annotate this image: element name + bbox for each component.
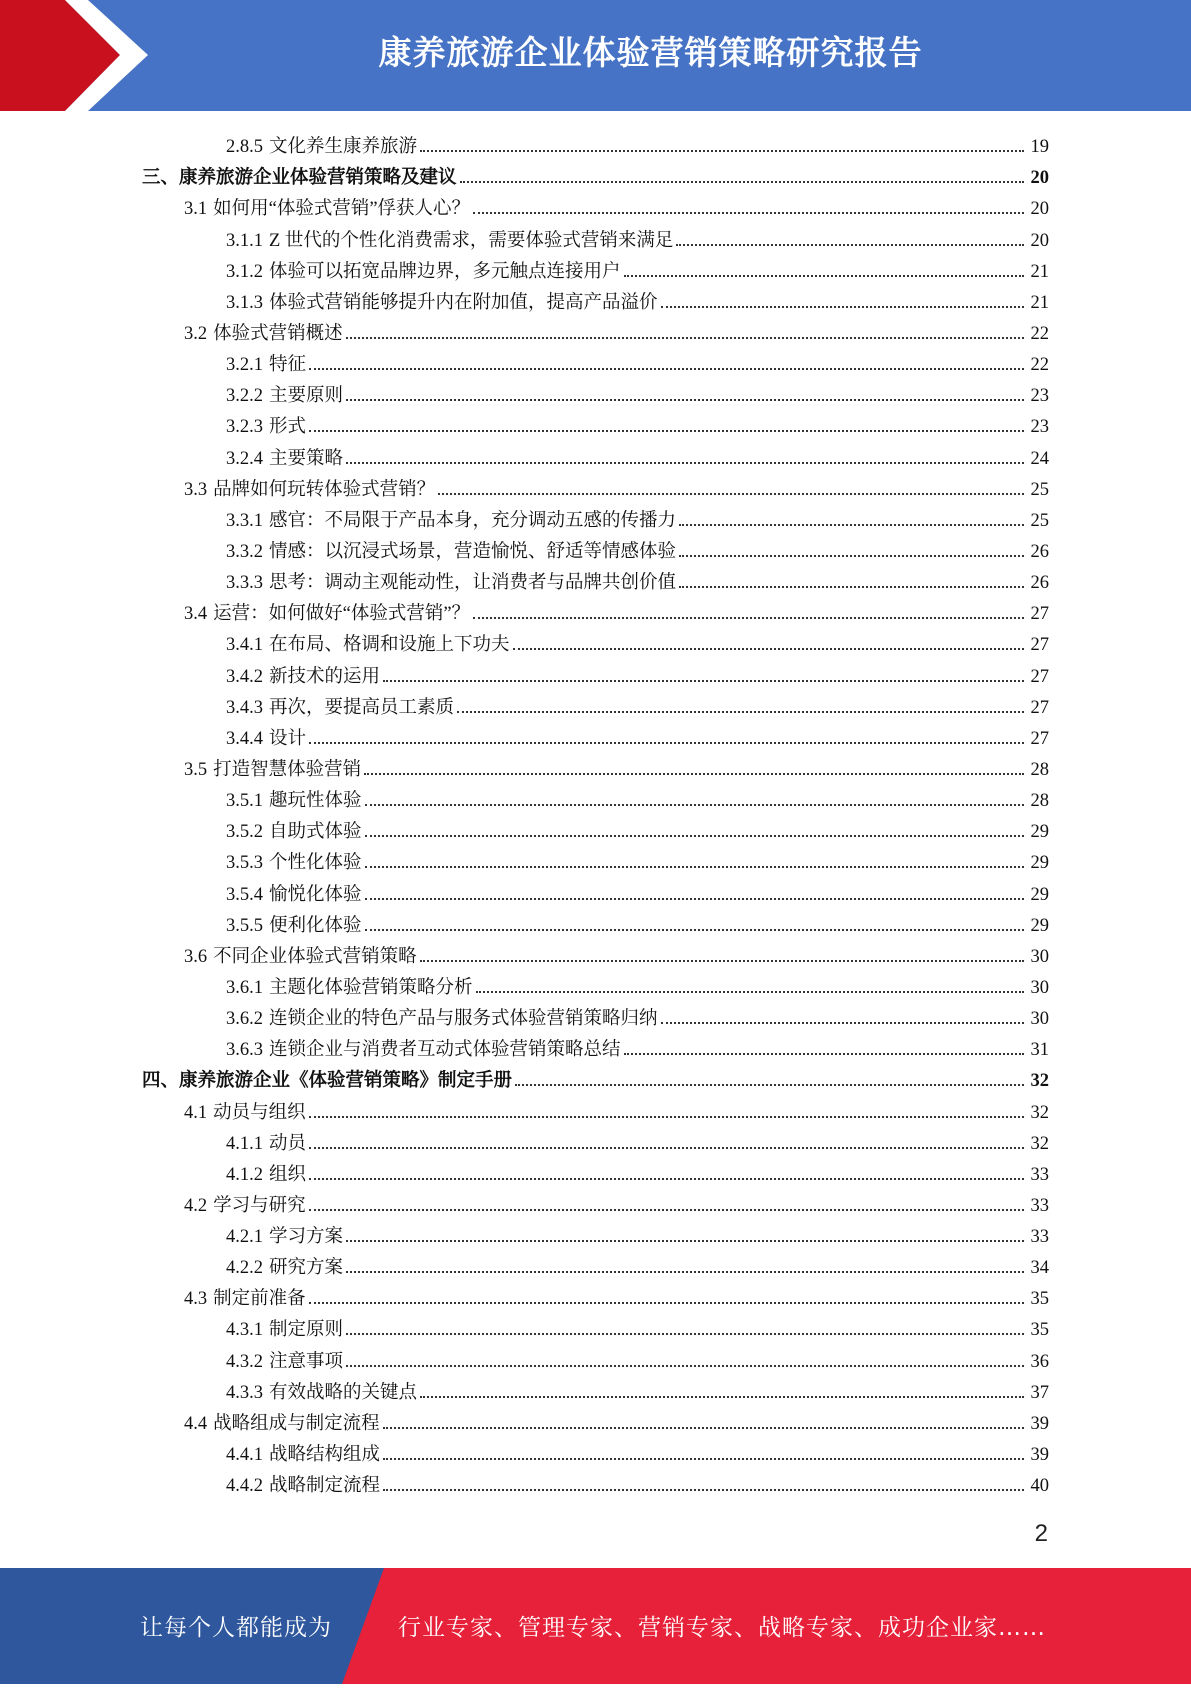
- toc-entry-number: 4.3.1: [226, 1320, 263, 1341]
- toc-entry-title: 愉悦化体验: [269, 884, 362, 905]
- toc-entry[interactable]: [142, 656, 1049, 687]
- toc-entry-title: 情感：以沉浸式场景，营造愉悦、舒适等情感体验: [269, 541, 677, 562]
- toc-entry-title: 动员: [269, 1133, 307, 1154]
- toc-entry-page: 33: [1030, 1227, 1049, 1248]
- toc-entry-title: 有效战略的关键点: [269, 1382, 418, 1403]
- toc-dot-leader: [383, 680, 1024, 682]
- toc-entry-page: 29: [1030, 884, 1049, 905]
- toc-entry[interactable]: [142, 937, 1049, 968]
- toc-dot-leader: [309, 1116, 1024, 1118]
- toc-entry-page: 27: [1030, 666, 1049, 687]
- toc-entry-page: 26: [1030, 541, 1049, 562]
- toc-entry-title: 制定原则: [269, 1320, 344, 1341]
- toc-entry-page: 20: [1030, 230, 1049, 251]
- toc-entry-number: 3.1.2: [226, 261, 263, 282]
- toc-entry-number: 3.6.3: [226, 1040, 263, 1061]
- toc-entry-number: 3.6.1: [226, 977, 263, 998]
- toc-entry-page: 21: [1030, 292, 1049, 313]
- table-of-contents: [142, 127, 1049, 1497]
- toc-dot-leader: [383, 1458, 1024, 1460]
- toc-dot-leader: [383, 1489, 1024, 1491]
- toc-dot-leader: [346, 1365, 1024, 1367]
- toc-entry-number: 3.4.4: [226, 728, 263, 749]
- toc-entry-title: 特征: [269, 355, 307, 376]
- toc-dot-leader: [309, 1302, 1024, 1304]
- page-header: [0, 0, 1191, 111]
- toc-entry-number: 4.3.2: [226, 1351, 263, 1372]
- toc-entry[interactable]: [142, 1248, 1049, 1279]
- toc-entry-title: 便利化体验: [269, 915, 362, 936]
- toc-dot-leader: [346, 462, 1024, 464]
- toc-dot-leader: [420, 150, 1024, 152]
- toc-dot-leader: [365, 835, 1024, 837]
- toc-entry-number: 4.2: [184, 1195, 208, 1216]
- toc-dot-leader: [676, 244, 1024, 246]
- toc-entry[interactable]: [142, 594, 1049, 625]
- toc-entry-page: 32: [1030, 1133, 1049, 1154]
- toc-entry-page: 26: [1030, 573, 1049, 594]
- toc-entry[interactable]: [142, 376, 1049, 407]
- toc-entry[interactable]: [142, 407, 1049, 438]
- toc-dot-leader: [473, 617, 1024, 619]
- toc-entry-page: 23: [1030, 386, 1049, 407]
- toc-entry-number: 4.2.1: [226, 1227, 263, 1248]
- toc-dot-leader: [364, 773, 1024, 775]
- toc-entry-number: 3.4.1: [226, 635, 263, 656]
- toc-dot-leader: [365, 929, 1024, 931]
- header-arrow-decoration: [0, 0, 160, 111]
- toc-entry[interactable]: [142, 501, 1049, 532]
- toc-entry[interactable]: [142, 283, 1049, 314]
- toc-dot-leader: [346, 337, 1024, 339]
- toc-entry-title: 品牌如何玩转体验式营销？: [213, 479, 436, 500]
- toc-entry-page: 29: [1030, 822, 1049, 843]
- toc-entry-title: 制定前准备: [213, 1289, 306, 1310]
- toc-entry-page: 28: [1030, 791, 1049, 812]
- footer-slogan-left: 让每个人都能成为: [140, 1615, 332, 1641]
- toc-dot-leader: [365, 804, 1024, 806]
- toc-entry[interactable]: [142, 1404, 1049, 1435]
- toc-dot-leader: [513, 648, 1024, 650]
- toc-entry-title: 主要策略: [269, 448, 344, 469]
- toc-entry-title: 在布局、格调和设施上下功夫: [269, 635, 510, 656]
- toc-entry-page: 34: [1030, 1258, 1049, 1279]
- toc-entry-number: 3.6.2: [226, 1009, 263, 1030]
- toc-dot-leader: [420, 1396, 1024, 1398]
- toc-entry-page: 33: [1030, 1164, 1049, 1185]
- toc-entry-number: 4.4: [184, 1413, 208, 1434]
- toc-entry[interactable]: [142, 999, 1049, 1030]
- toc-dot-leader: [383, 1427, 1024, 1429]
- toc-entry[interactable]: [142, 1341, 1049, 1372]
- toc-entry-number: 4.2.2: [226, 1258, 263, 1279]
- toc-entry[interactable]: [142, 563, 1049, 594]
- toc-entry-title: 三、康养旅游企业体验营销策略及建议: [142, 168, 457, 189]
- toc-entry-page: 31: [1030, 1040, 1049, 1061]
- toc-dot-leader: [624, 275, 1024, 277]
- toc-entry[interactable]: [142, 158, 1049, 189]
- toc-entry[interactable]: [142, 189, 1049, 220]
- toc-entry-title: 主要原则: [269, 386, 344, 407]
- toc-entry-page: 30: [1030, 1009, 1049, 1030]
- toc-entry[interactable]: [142, 470, 1049, 501]
- toc-entry-page: 22: [1030, 323, 1049, 344]
- toc-entry-title: 注意事项: [269, 1351, 344, 1372]
- toc-entry-title: 连锁企业与消费者互动式体验营销策略总结: [269, 1040, 621, 1061]
- toc-entry-title: 文化养生康养旅游: [269, 137, 418, 158]
- toc-entry[interactable]: [142, 781, 1049, 812]
- toc-entry-title: 研究方案: [269, 1258, 344, 1279]
- toc-entry-number: 3.2.3: [226, 417, 263, 438]
- toc-entry-number: 4.3.3: [226, 1382, 263, 1403]
- toc-entry-page: 23: [1030, 417, 1049, 438]
- toc-entry-page: 29: [1030, 915, 1049, 936]
- report-title: 康养旅游企业体验营销策略研究报告: [378, 33, 923, 72]
- toc-entry-page: 28: [1030, 759, 1049, 780]
- toc-dot-leader: [679, 586, 1024, 588]
- toc-entry-page: 24: [1030, 448, 1049, 469]
- toc-entry-title: 组织: [269, 1164, 307, 1185]
- toc-dot-leader: [476, 991, 1024, 993]
- toc-entry-number: 4.4.2: [226, 1476, 263, 1497]
- toc-entry-number: 3.1: [184, 199, 208, 220]
- toc-dot-leader: [515, 1084, 1024, 1086]
- toc-entry-number: 3.3.3: [226, 573, 263, 594]
- toc-entry-page: 30: [1030, 946, 1049, 967]
- toc-entry-page: 30: [1030, 977, 1049, 998]
- toc-dot-leader: [309, 742, 1024, 744]
- toc-entry-title: 如何用“体验式营销”俘获人心？: [213, 199, 471, 220]
- toc-entry-title: 学习方案: [269, 1227, 344, 1248]
- toc-dot-leader: [460, 181, 1024, 183]
- toc-entry-page: 27: [1030, 728, 1049, 749]
- toc-entry-number: 4.1.2: [226, 1164, 263, 1185]
- toc-entry-title: 自助式体验: [269, 822, 362, 843]
- toc-entry[interactable]: [142, 812, 1049, 843]
- toc-entry-number: 4.1: [184, 1102, 208, 1123]
- toc-entry-page: 35: [1030, 1320, 1049, 1341]
- toc-dot-leader: [457, 711, 1024, 713]
- toc-entry-number: 3.1.3: [226, 292, 263, 313]
- toc-dot-leader: [346, 1271, 1024, 1273]
- toc-entry-title: 体验式营销能够提升内在附加值，提高产品溢价: [269, 292, 658, 313]
- toc-dot-leader: [473, 212, 1024, 214]
- toc-entry-page: 29: [1030, 853, 1049, 874]
- toc-entry-title: 感官：不局限于产品本身，充分调动五感的传播力: [269, 510, 677, 531]
- toc-entry[interactable]: [142, 1466, 1049, 1497]
- toc-entry[interactable]: [142, 688, 1049, 719]
- toc-entry[interactable]: [142, 1030, 1049, 1061]
- toc-entry-number: 3.3.2: [226, 541, 263, 562]
- toc-dot-leader: [624, 1053, 1024, 1055]
- toc-entry-number: 3.2.1: [226, 355, 263, 376]
- toc-entry-number: 4.1.1: [226, 1133, 263, 1154]
- toc-entry-number: 3.4.2: [226, 666, 263, 687]
- toc-entry-title: 四、康养旅游企业《体验营销策略》制定手册: [142, 1071, 513, 1092]
- toc-dot-leader: [346, 399, 1024, 401]
- toc-entry-number: 3.1.1: [226, 230, 263, 251]
- toc-entry-page: 32: [1030, 1071, 1049, 1092]
- toc-entry-number: 3.4.3: [226, 697, 263, 718]
- toc-entry[interactable]: [142, 127, 1049, 158]
- toc-dot-leader: [309, 1209, 1024, 1211]
- toc-entry-page: 39: [1030, 1413, 1049, 1434]
- toc-dot-leader: [309, 1178, 1024, 1180]
- page-number: 2: [1034, 1520, 1048, 1547]
- toc-entry-number: 3.5.2: [226, 822, 263, 843]
- toc-entry-page: 25: [1030, 479, 1049, 500]
- toc-entry[interactable]: [142, 1155, 1049, 1186]
- toc-dot-leader: [309, 368, 1024, 370]
- toc-entry[interactable]: [142, 750, 1049, 781]
- toc-entry-title: 主题化体验营销策略分析: [269, 977, 473, 998]
- toc-dot-leader: [661, 306, 1024, 308]
- toc-entry-page: 32: [1030, 1102, 1049, 1123]
- toc-entry-number: 3.6: [184, 946, 208, 967]
- toc-entry-page: 20: [1030, 199, 1049, 220]
- toc-entry-page: 35: [1030, 1289, 1049, 1310]
- toc-entry-title: 不同企业体验式营销策略: [213, 946, 417, 967]
- toc-entry-number: 4.4.1: [226, 1445, 263, 1466]
- toc-entry[interactable]: [142, 1435, 1049, 1466]
- toc-dot-leader: [309, 430, 1024, 432]
- toc-entry-number: 4.3: [184, 1289, 208, 1310]
- toc-entry[interactable]: [142, 719, 1049, 750]
- toc-entry[interactable]: [142, 532, 1049, 563]
- toc-entry-page: 37: [1030, 1382, 1049, 1403]
- toc-dot-leader: [346, 1333, 1024, 1335]
- toc-entry-number: 3.2.4: [226, 448, 263, 469]
- toc-entry-page: 27: [1030, 697, 1049, 718]
- toc-dot-leader: [346, 1240, 1024, 1242]
- toc-dot-leader: [365, 898, 1024, 900]
- toc-entry-title: 运营：如何做好“体验式营销”？: [213, 604, 471, 625]
- toc-entry-title: 个性化体验: [269, 853, 362, 874]
- toc-entry-page: 21: [1030, 261, 1049, 282]
- toc-entry[interactable]: [142, 1373, 1049, 1404]
- toc-entry[interactable]: [142, 1279, 1049, 1310]
- toc-entry[interactable]: [142, 1092, 1049, 1123]
- toc-entry-title: 再次，要提高员工素质: [269, 697, 455, 718]
- toc-entry-page: 39: [1030, 1445, 1049, 1466]
- toc-entry-page: 33: [1030, 1195, 1049, 1216]
- toc-entry[interactable]: [142, 906, 1049, 937]
- toc-entry-title: 思考：调动主观能动性，让消费者与品牌共创价值: [269, 573, 677, 594]
- toc-entry[interactable]: [142, 625, 1049, 656]
- toc-entry-page: 20: [1030, 168, 1049, 189]
- toc-entry[interactable]: [142, 1310, 1049, 1341]
- toc-dot-leader: [420, 960, 1024, 962]
- toc-entry-title: 学习与研究: [213, 1195, 306, 1216]
- toc-entry-title: 战略组成与制定流程: [213, 1413, 380, 1434]
- footer-slogan-right: 行业专家、管理专家、营销专家、战略专家、成功企业家……: [398, 1615, 1046, 1641]
- toc-entry[interactable]: [142, 1217, 1049, 1248]
- toc-entry-title: Z 世代的个性化消费需求，需要体验式营销来满足: [269, 230, 674, 251]
- toc-entry[interactable]: [142, 843, 1049, 874]
- toc-entry-title: 战略结构组成: [269, 1445, 381, 1466]
- toc-entry-number: 3.3: [184, 479, 208, 500]
- toc-entry-title: 设计: [269, 728, 307, 749]
- toc-entry[interactable]: [142, 1186, 1049, 1217]
- toc-entry-page: 19: [1030, 137, 1049, 158]
- toc-dot-leader: [661, 1022, 1024, 1024]
- toc-entry-title: 战略制定流程: [269, 1476, 381, 1497]
- toc-entry-page: 36: [1030, 1351, 1049, 1372]
- toc-entry[interactable]: [142, 1124, 1049, 1155]
- toc-entry-title: 动员与组织: [213, 1102, 306, 1123]
- toc-entry-title: 连锁企业的特色产品与服务式体验营销策略归纳: [269, 1009, 658, 1030]
- toc-dot-leader: [438, 493, 1024, 495]
- toc-dot-leader: [679, 524, 1024, 526]
- toc-entry-number: 2.8.5: [226, 137, 263, 158]
- toc-dot-leader: [679, 555, 1024, 557]
- toc-entry-page: 27: [1030, 604, 1049, 625]
- toc-dot-leader: [365, 866, 1024, 868]
- toc-entry-page: 22: [1030, 355, 1049, 376]
- toc-entry[interactable]: [142, 345, 1049, 376]
- toc-entry-number: 3.2: [184, 323, 208, 344]
- toc-entry-number: 3.5: [184, 759, 208, 780]
- page-footer: [0, 1568, 1191, 1684]
- toc-entry-title: 形式: [269, 417, 307, 438]
- toc-entry-title: 趣玩性体验: [269, 791, 362, 812]
- toc-entry[interactable]: [142, 252, 1049, 283]
- toc-entry-number: 3.2.2: [226, 386, 263, 407]
- toc-entry-number: 3.4: [184, 604, 208, 625]
- toc-entry-title: 体验可以拓宽品牌边界，多元触点连接用户: [269, 261, 621, 282]
- toc-entry-title: 打造智慧体验营销: [213, 759, 362, 780]
- toc-entry[interactable]: [142, 438, 1049, 469]
- toc-entry-page: 25: [1030, 510, 1049, 531]
- toc-entry-number: 3.3.1: [226, 510, 263, 531]
- toc-entry[interactable]: [142, 1061, 1049, 1092]
- toc-entry[interactable]: [142, 874, 1049, 905]
- toc-entry-page: 40: [1030, 1476, 1049, 1497]
- toc-entry[interactable]: [142, 314, 1049, 345]
- toc-entry-number: 3.5.4: [226, 884, 263, 905]
- toc-dot-leader: [309, 1147, 1024, 1149]
- toc-entry-number: 3.5.5: [226, 915, 263, 936]
- toc-entry[interactable]: [142, 968, 1049, 999]
- toc-entry-number: 3.5.1: [226, 791, 263, 812]
- toc-entry[interactable]: [142, 220, 1049, 251]
- toc-entry-page: 27: [1030, 635, 1049, 656]
- toc-entry-title: 体验式营销概述: [213, 323, 343, 344]
- toc-entry-title: 新技术的运用: [269, 666, 381, 687]
- toc-entry-number: 3.5.3: [226, 853, 263, 874]
